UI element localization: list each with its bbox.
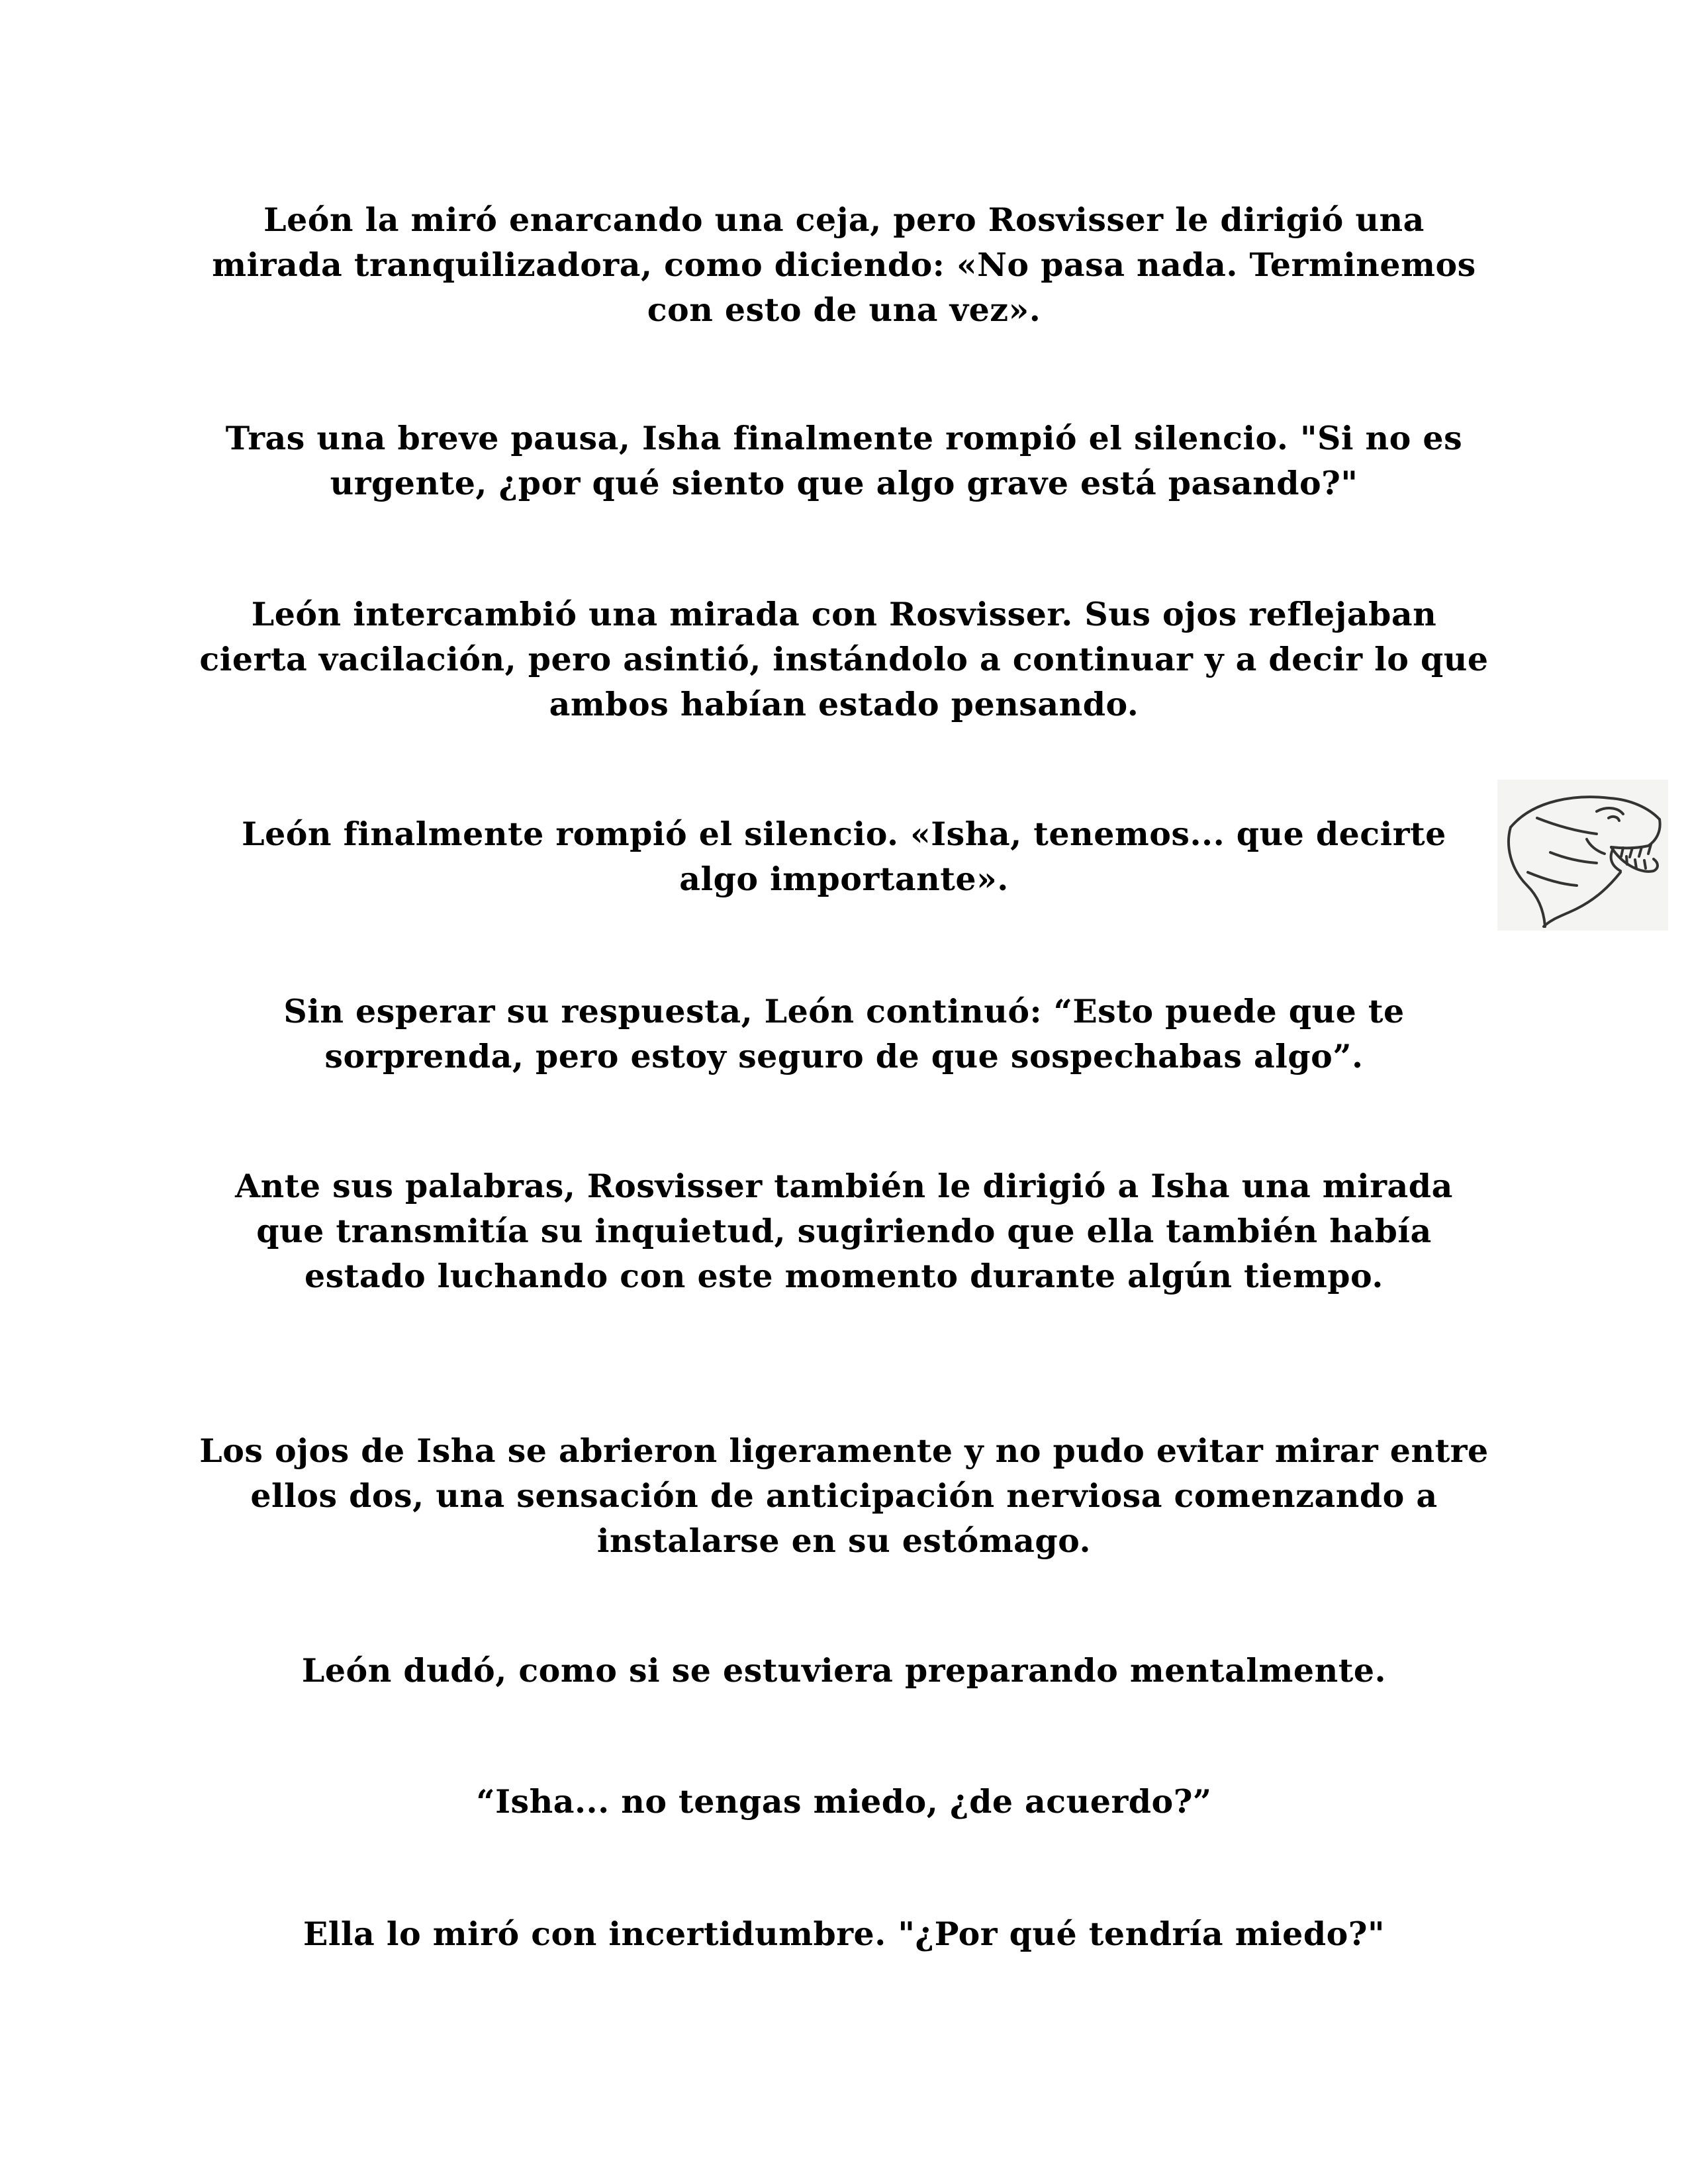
paragraph-6: Ante sus palabras, Rosvisser también le dirigió a Isha una mirada que transmitía su inquietud, sugiriendo que ella también había estado luchando con este momento durante algún tiempo. — [235, 1167, 1453, 1295]
dinosaur-sketch-drawing — [1497, 780, 1668, 931]
dinosaur-head-sketch-icon — [1497, 780, 1668, 931]
paragraph-7: Los ojos de Isha se abrieron ligeramente y no pudo evitar mirar entre ellos dos, una sensación de anticipación nerviosa comenzando a instalarse en su estómago. — [199, 1432, 1489, 1560]
paragraph-4: León finalmente rompió el silencio. «Isha, tenemos... que decirte algo importante». — [242, 815, 1446, 898]
paragraph-3: León intercambió una mirada con Rosvisser. Sus ojos reflejaban cierta vacilación, pero asintió, instándolo a continuar y a decir lo que ambos habían estado pensando. — [199, 595, 1489, 723]
paragraph-9: “Isha... no tengas miedo, ¿de acuerdo?” — [476, 1782, 1212, 1821]
paragraph-1: León la miró enarcando una ceja, pero Rosvisser le dirigió una mirada tranquilizadora, como diciendo: «No pasa nada. Terminemos con esto de una vez». — [212, 201, 1476, 329]
paragraph-10: Ella lo miró con incertidumbre. "¿Por qué tendría miedo?" — [303, 1915, 1385, 1953]
paragraph-2: Tras una breve pausa, Isha finalmente rompió el silencio. "Si no es urgente, ¿por qué siento que algo grave está pasando?" — [225, 419, 1463, 502]
paragraph-8: León dudó, como si se estuviera preparando mentalmente. — [301, 1651, 1387, 1690]
paragraph-5: Sin esperar su respuesta, León continuó: “Esto puede que te sorprenda, pero estoy seguro de que sospechabas algo”. — [283, 992, 1405, 1075]
